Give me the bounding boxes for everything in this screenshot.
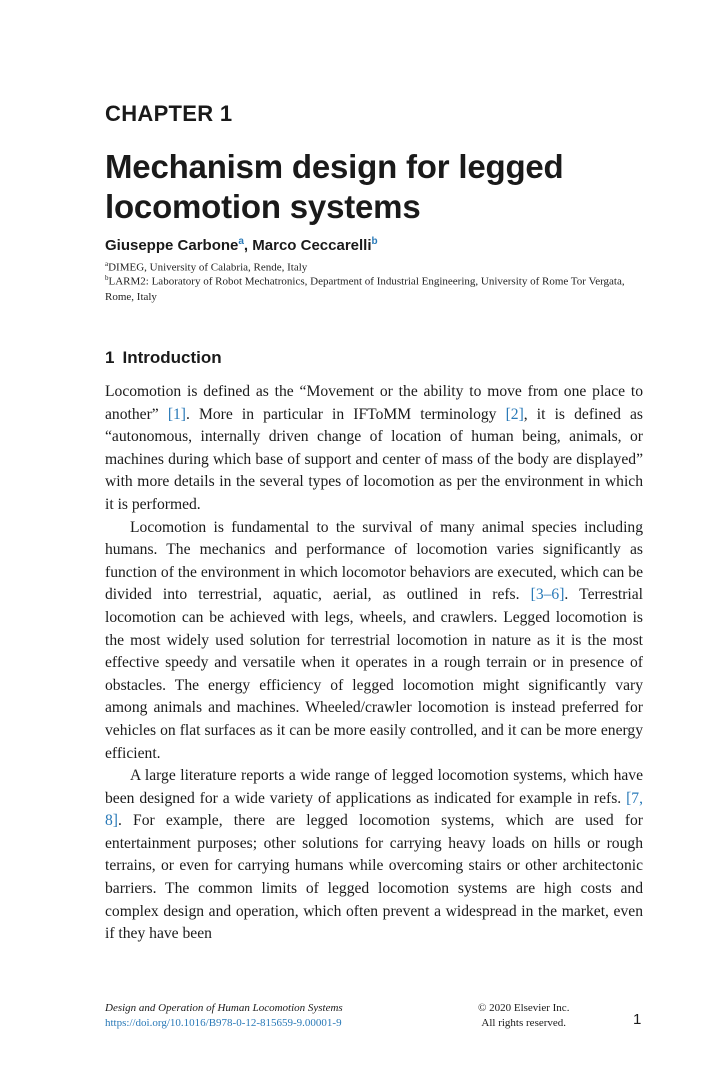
chapter-title: Mechanism design for legged locomotion systems: [105, 148, 564, 225]
footer-copyright: [478, 1001, 569, 1031]
paragraph-text: Locomotion is defined as the “Movement or the ability to move from one place to another”: [105, 383, 643, 423]
citation-link[interactable]: [3–6]: [530, 586, 565, 604]
paragraph: [105, 765, 643, 946]
book-title: Design and Operation of Human Locomotion Systems: [105, 1002, 343, 1014]
paragraph-text: Locomotion is fundamental to the survival of many animal species including humans. The mechanics and performance of locomotion varies significantly as function of the environment in which locomotor behaviors are executed, which can be divided into terrestrial, aquatic, aerial, as outlined in refs.: [105, 518, 643, 604]
page-number: 1: [633, 1011, 642, 1028]
author-affil-mark: b: [371, 236, 378, 247]
affiliation: [105, 271, 645, 305]
body-text: [105, 381, 643, 946]
affiliation-text: LARM2: Laboratory of Robot Mechatronics, Department of Industrial Engineering, University of Rome Tor Vergata, Rome, Italy: [105, 275, 625, 303]
paragraph: [105, 517, 643, 766]
section-number: 1: [105, 348, 115, 367]
citation-link[interactable]: [1]: [167, 405, 186, 423]
author-affil-mark: a: [238, 236, 244, 247]
affiliation-mark: b: [105, 274, 109, 282]
citation-link[interactable]: [7, 8]: [105, 789, 643, 830]
affiliation-mark: a: [105, 260, 109, 268]
chapter-label: CHAPTER 1: [105, 101, 233, 126]
paragraph: [105, 381, 643, 517]
affiliation-text: DIMEG, University of Calabria, Rende, Italy: [108, 261, 308, 274]
citation-link[interactable]: [2]: [505, 405, 524, 423]
paragraph-text: . Terrestrial locomotion can be achieved with legs, wheels, and crawlers. Legged locomotion is the most widely used solution for terrestrial locomotion in nature as it is the most effective speedy and versatile when it operates in a rough terrain or in presence of obstacles. The energy efficiency of legged locomotion might significantly vary among animals and machines. Wheeled/crawler locomotion is instead preferred for vehicles on flat surfaces as it can be more easily controlled, and it can be more energy efficient.: [105, 586, 643, 762]
copyright-text: © 2020 Elsevier Inc.: [478, 1002, 570, 1014]
section-heading: [105, 348, 222, 368]
rights-text: All rights reserved.: [481, 1017, 567, 1029]
author-list: Giuseppe Carbone$^a$, Marco Ceccarelli$^b$: [105, 236, 378, 254]
author-name: Marco Ceccarelli: [252, 237, 372, 254]
author-name: Giuseppe Carbone: [105, 237, 239, 254]
paragraph-text: A large literature reports a wide range of legged locomotion systems, which have been designed for a wide variety of applications as indicated for example in refs.: [105, 767, 643, 807]
doi-link[interactable]: https://doi.org/10.1016/B978-0-12-815659-9.00001-9: [105, 1017, 342, 1029]
paragraph-text: . More in particular in IFToMM terminology: [186, 405, 506, 423]
paragraph-text: . For example, there are legged locomotion systems, which are used for entertainment purposes; other solutions for carrying heavy loads on hills or rough terrains, or even for carrying humans while overcoming stairs or other architectonic barriers. The common limits of legged locomotion systems are high costs and complex design and operation, which often prevent a widespread in the market, even if they have been: [105, 812, 643, 943]
paragraph-text: , it is defined as “autonomous, internally driven change of location of human being, animals, or machines during which base of support and center of mass of the body are displayed” with more details in the several types of locomotion as per the environment in which it is performed.: [105, 405, 643, 513]
footer-citation: [105, 1001, 343, 1031]
section-title: Introduction: [122, 348, 222, 367]
